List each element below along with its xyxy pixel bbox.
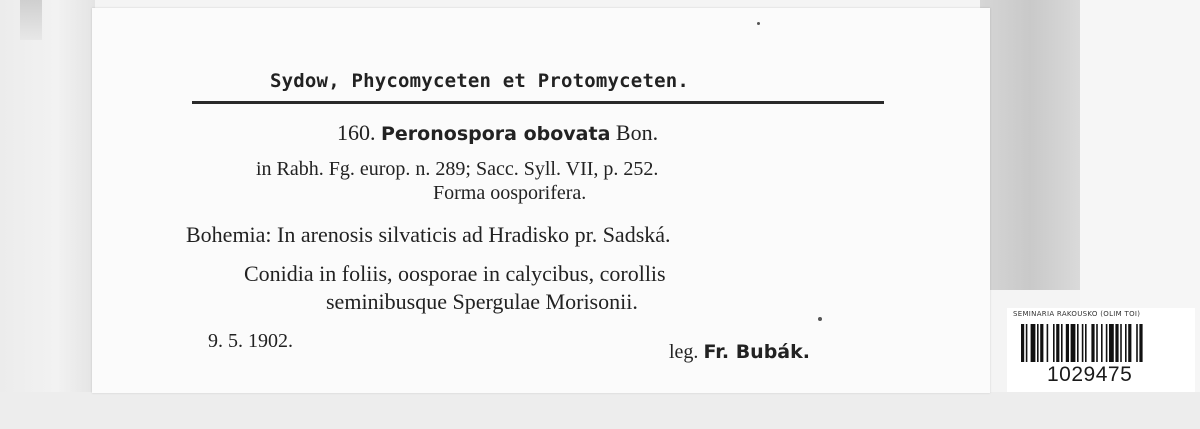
collector-name: Fr. Bubák. bbox=[703, 341, 810, 363]
species-name: Peronospora obovata bbox=[381, 123, 611, 145]
forma: Forma oosporifera. bbox=[433, 182, 587, 204]
barcode-label bbox=[1007, 308, 1195, 392]
sheet-left-margin bbox=[0, 0, 95, 429]
speck bbox=[818, 317, 822, 321]
label-shadow bbox=[980, 0, 1080, 290]
notes-line-1: Conidia in foliis, oosporae in calycibus, corollis bbox=[244, 261, 666, 286]
speck bbox=[757, 22, 760, 25]
species-line bbox=[337, 120, 658, 146]
species-author: Bon. bbox=[615, 120, 659, 145]
corner-mark bbox=[20, 0, 42, 40]
exsiccata-number: 160. bbox=[337, 120, 376, 145]
citation: in Rabh. Fg. europ. n. 289; Sacc. Syll. VII, p. 252. bbox=[256, 158, 659, 180]
locality: Bohemia: In arenosis silvaticis ad Hradisko pr. Sadská. bbox=[186, 222, 671, 247]
herbarium-label bbox=[92, 8, 990, 393]
barcode-number: 1029475 bbox=[1047, 363, 1133, 386]
collector bbox=[669, 341, 810, 364]
barcode-header: SEMINARIA RAKOUSKO (OLIM TOI) bbox=[1013, 310, 1141, 318]
collection-date: 9. 5. 1902. bbox=[208, 330, 293, 352]
collector-prefix: leg. bbox=[669, 341, 699, 363]
sheet-bottom-margin bbox=[0, 392, 1200, 429]
barcode-icon bbox=[1021, 324, 1185, 362]
notes-line-2: seminibusque Spergulae Morisonii. bbox=[326, 289, 638, 314]
exsiccata-heading: Sydow, Phycomyceten et Protomyceten. bbox=[270, 70, 690, 92]
heading-rule bbox=[192, 101, 884, 104]
